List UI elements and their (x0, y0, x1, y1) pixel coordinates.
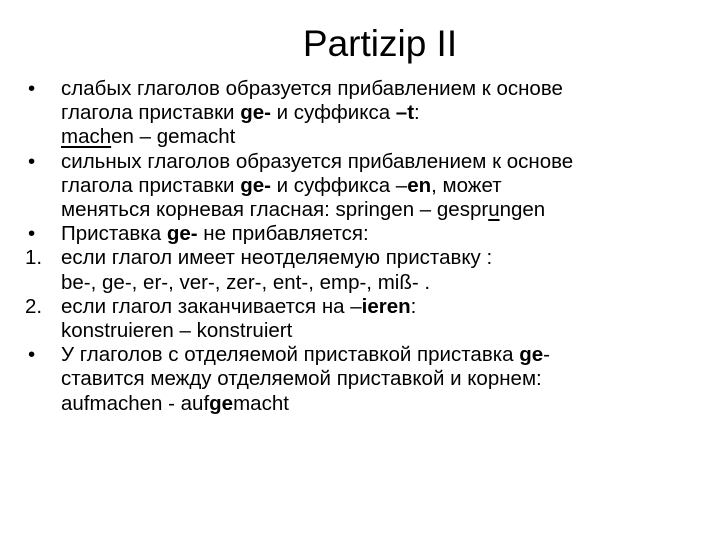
text-line: если глагол имеет неотделяемую приставку : (61, 246, 493, 270)
text-span: и суффикса (270, 101, 396, 125)
bullet-line (61, 174, 705, 198)
text-span: и суффикса – (270, 173, 408, 197)
example-text: konstruieren – konstruiert (61, 319, 293, 343)
text-span: macht (233, 391, 289, 415)
text-span: en – gemacht (111, 125, 236, 149)
bullet-marker: • (28, 149, 36, 173)
text-span: ngen (499, 198, 546, 222)
bold-prefix: ge- (166, 222, 198, 246)
bold-suffix: –t (395, 101, 415, 125)
number-marker: 1. (25, 246, 43, 270)
text-line: слабых глаголов образуется прибавлением к основе (61, 77, 563, 100)
slide-title: Partizip II (302, 23, 458, 64)
text-span: aufmachen - auf (61, 391, 210, 415)
example-line (61, 125, 705, 149)
bullet-marker: • (28, 343, 36, 367)
slide-content (25, 77, 705, 416)
bullet-strong-verbs (25, 150, 705, 223)
bold-prefix: ge (209, 391, 234, 415)
bullet-weak-verbs (25, 77, 705, 150)
text-span: меняться корневая гласная: springen – gespr (61, 198, 489, 222)
text-span: глагола приставки (61, 173, 241, 197)
bullet-marker: • (28, 77, 36, 100)
bullet-marker: • (28, 222, 36, 246)
text-span: не прибавляется: (197, 222, 369, 246)
text-span: : (410, 294, 417, 318)
bullet-no-prefix (25, 222, 705, 246)
bold-prefix: ge- (240, 101, 271, 125)
example-line (61, 319, 705, 343)
example-line (61, 271, 705, 295)
bullet-line (61, 150, 705, 174)
text-span: , может (431, 173, 502, 197)
bold-suffix: en (407, 173, 432, 197)
bullet-line (61, 222, 705, 246)
bullet-line (61, 77, 705, 101)
bold-suffix: ieren (361, 294, 411, 318)
text-line: ставится между отделяемой приставкой и корнем: (61, 367, 542, 391)
text-span: : (414, 101, 420, 125)
numbered-item-1 (25, 246, 705, 294)
bold-prefix: ge- (240, 173, 271, 197)
text-span: глагола приставки (61, 101, 241, 125)
text-span: если глагол заканчивается на – (61, 294, 362, 318)
number-marker: 2. (25, 294, 43, 318)
prefix-list: be-, ge-, er-, ver-, zer-, ent-, emp-, miß- . (61, 270, 431, 294)
underlined-vowel: u (488, 198, 500, 222)
text-span: - (543, 343, 550, 367)
text-span: У глаголов с отделяемой приставкой приставка (61, 343, 520, 367)
bullet-line (61, 198, 705, 222)
bullet-line (61, 246, 705, 270)
bullet-line (61, 343, 705, 367)
numbered-item-2 (25, 295, 705, 343)
bullet-line (61, 367, 705, 391)
underlined-stem: mach (61, 125, 112, 149)
text-line: сильных глаголов образуется прибавлением к основе (61, 149, 574, 173)
example-line (61, 392, 705, 416)
bullet-separable-prefix (25, 343, 705, 416)
bullet-line (61, 101, 705, 125)
text-span: Приставка (61, 222, 167, 246)
bold-prefix: ge (519, 343, 544, 367)
bullet-line (61, 295, 705, 319)
